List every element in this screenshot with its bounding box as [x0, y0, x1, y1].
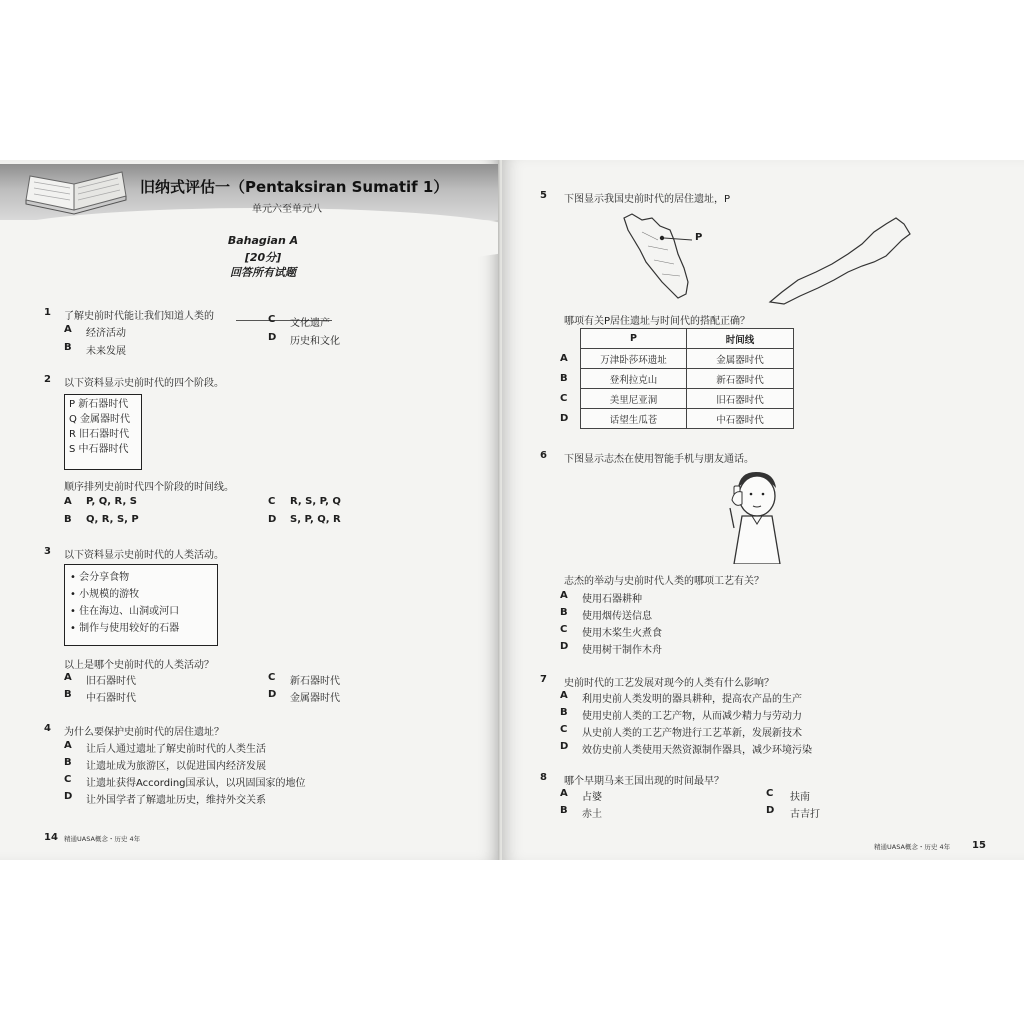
- q5-option-d-letter: D: [560, 413, 569, 424]
- q6-option-b[interactable]: 使用烟传送信息: [582, 611, 652, 622]
- q3-option-c[interactable]: 新石器时代: [290, 676, 340, 687]
- q2-option-c-letter: C: [268, 496, 276, 507]
- q8-option-b-letter: B: [560, 805, 568, 816]
- q6-option-c-letter: C: [560, 624, 568, 635]
- table-cell-site: 登利拉克山: [581, 369, 687, 389]
- q2-option-a[interactable]: P, Q, R, S: [86, 496, 137, 507]
- left-page-number: 14: [44, 832, 58, 843]
- q3-option-a-letter: A: [64, 672, 72, 683]
- q5-number: 5: [540, 190, 547, 201]
- q8-option-d[interactable]: 古吉打: [790, 809, 820, 820]
- q7-option-b-letter: B: [560, 707, 568, 718]
- q2-text: 以下资料显示史前时代的四个阶段。: [64, 378, 224, 389]
- table-cell-site: 美里尼亚洞: [581, 389, 687, 409]
- q5-option-a-letter: A: [560, 353, 568, 364]
- book-spread: [0, 160, 1024, 860]
- q3-activity-box: [64, 564, 218, 646]
- table-row[interactable]: [581, 369, 794, 389]
- q8-text: 哪个早期马来王国出现的时间最早？: [564, 776, 724, 787]
- q6-text: 下图显示志杰在使用智能手机与朋友通话。: [564, 454, 754, 465]
- q6-number: 6: [540, 450, 547, 461]
- q7-option-a-letter: A: [560, 690, 568, 701]
- q8-number: 8: [540, 772, 547, 783]
- q1-option-c[interactable]: 文化遗产: [290, 318, 330, 329]
- q7-number: 7: [540, 674, 547, 685]
- q8-option-c-letter: C: [766, 788, 774, 799]
- q7-option-a[interactable]: 利用史前人类发明的器具耕种，提高农产品的生产: [582, 694, 802, 705]
- q4-option-b[interactable]: 让遗址成为旅游区，以促进国内经济发展: [86, 761, 266, 772]
- q5-prompt: 哪项有关P居住遗址与时间代的搭配正确？: [564, 316, 751, 327]
- left-page: [0, 160, 500, 860]
- right-page: [502, 160, 1024, 860]
- q1-option-b-letter: B: [64, 342, 72, 353]
- q7-text: 史前时代的工艺发展对现今的人类有什么影响？: [564, 678, 774, 689]
- q4-option-d[interactable]: 让外国学者了解遗址历史，维持外交关系: [86, 795, 266, 806]
- q1-text: 了解史前时代能让我们知道人类的: [64, 311, 214, 322]
- q2-option-d-letter: D: [268, 514, 277, 525]
- q1-option-a[interactable]: 经济活动: [86, 328, 126, 339]
- q3-box-line: • 住在海边、山洞或河口: [70, 606, 180, 617]
- q7-option-c-letter: C: [560, 724, 568, 735]
- q4-text: 为什么要保护史前时代的居住遗址？: [64, 727, 224, 738]
- q3-number: 3: [44, 546, 51, 557]
- q8-option-b[interactable]: 赤土: [582, 809, 602, 820]
- table-row[interactable]: [581, 349, 794, 369]
- section-banner: [0, 164, 500, 220]
- q8-option-a[interactable]: 占婆: [582, 792, 602, 803]
- q1-option-b[interactable]: 未来发展: [86, 346, 126, 357]
- table-cell-time: 金属器时代: [687, 349, 794, 369]
- right-footer-book: 精通UASA概念・历史 4年: [874, 843, 951, 851]
- q5-marker-p: P: [695, 232, 703, 243]
- q2-prompt: 顺序排列史前时代四个阶段的时间线。: [64, 482, 234, 493]
- boy-with-phone-illustration: [724, 468, 788, 564]
- section-marks: [20分]: [244, 251, 282, 264]
- table-row[interactable]: [581, 409, 794, 429]
- q6-option-a-letter: A: [560, 590, 568, 601]
- right-page-number: 15: [972, 840, 986, 851]
- q7-option-d[interactable]: 效仿史前人类使用天然资源制作器具，减少环境污染: [582, 745, 812, 756]
- q6-option-b-letter: B: [560, 607, 568, 618]
- q3-prompt: 以上是哪个史前时代的人类活动？: [64, 660, 214, 671]
- q4-option-c-letter: C: [64, 774, 72, 785]
- table-row[interactable]: [581, 389, 794, 409]
- q8-option-c[interactable]: 扶南: [790, 792, 810, 803]
- q6-option-d[interactable]: 使用树干制作木舟: [582, 645, 662, 656]
- table-cell-time: 中石器时代: [687, 409, 794, 429]
- q3-box-line: • 会分享食物: [70, 572, 130, 583]
- q5-option-c-letter: C: [560, 393, 568, 404]
- q3-text: 以下资料显示史前时代的人类活动。: [64, 550, 224, 561]
- q2-option-b[interactable]: Q, R, S, P: [86, 514, 139, 525]
- q3-option-b[interactable]: 中石器时代: [86, 693, 136, 704]
- q8-option-a-letter: A: [560, 788, 568, 799]
- q1-option-c-letter: C: [268, 314, 276, 325]
- q2-option-b-letter: B: [64, 514, 72, 525]
- q4-number: 4: [44, 723, 51, 734]
- q4-option-c[interactable]: 让遗址获得According国承认，以巩固国家的地位: [86, 778, 306, 789]
- q2-box-line: S 中石器时代: [69, 444, 129, 455]
- table-cell-time: 旧石器时代: [687, 389, 794, 409]
- q3-option-d[interactable]: 金属器时代: [290, 693, 340, 704]
- table-cell-site: 万津卧莎环遗址: [581, 349, 687, 369]
- q2-box-line: R 旧石器时代: [69, 429, 130, 440]
- q3-option-b-letter: B: [64, 689, 72, 700]
- q2-box-line: Q 金属器时代: [69, 414, 131, 425]
- q2-box-line: P 新石器时代: [69, 399, 129, 410]
- table-cell-site: 话望生瓜苍: [581, 409, 687, 429]
- q4-option-a-letter: A: [64, 740, 72, 751]
- q6-option-a[interactable]: 使用石器耕种: [582, 594, 642, 605]
- open-book-icon: [22, 170, 132, 216]
- table-header-p: P: [581, 329, 687, 349]
- q1-option-a-letter: A: [64, 324, 72, 335]
- q4-option-d-letter: D: [64, 791, 73, 802]
- q7-option-b[interactable]: 使用史前人类的工艺产物，从而减少精力与劳动力: [582, 711, 802, 722]
- banner-title: 旧纳式评估一（Pentaksiran Sumatif 1）: [140, 178, 449, 196]
- q6-option-d-letter: D: [560, 641, 569, 652]
- q2-option-d[interactable]: S, P, Q, R: [290, 514, 341, 525]
- q3-option-a[interactable]: 旧石器时代: [86, 676, 136, 687]
- q2-number: 2: [44, 374, 51, 385]
- q3-box-line: • 小规模的游牧: [70, 589, 140, 600]
- q6-prompt: 志杰的举动与史前时代人类的哪项工艺有关？: [564, 576, 764, 587]
- section-instruction: 回答所有试题: [230, 266, 296, 279]
- table-header-time: 时间线: [687, 329, 794, 349]
- table-cell-time: 新石器时代: [687, 369, 794, 389]
- q4-option-b-letter: B: [64, 757, 72, 768]
- q2-option-a-letter: A: [64, 496, 72, 507]
- left-footer-book: 精通UASA概念・历史 4年: [64, 835, 141, 843]
- section-name: Bahagian A: [227, 234, 299, 247]
- q1-option-d-letter: D: [268, 332, 277, 343]
- q3-box-line: • 制作与使用较好的石器: [70, 623, 180, 634]
- q3-option-c-letter: C: [268, 672, 276, 683]
- banner-subtitle: 单元六至单元八: [252, 204, 322, 215]
- q5-site-table: [580, 328, 794, 429]
- q1-option-d[interactable]: 历史和文化: [290, 336, 340, 347]
- q1-number: 1: [44, 307, 51, 318]
- q5-text: 下图显示我国史前时代的居住遗址，P: [564, 194, 731, 205]
- table-header-row: [581, 329, 794, 349]
- malaysia-map-icon: [612, 210, 912, 310]
- q4-option-a[interactable]: 让后人通过遗址了解史前时代的人类生活: [86, 744, 266, 755]
- q3-option-d-letter: D: [268, 689, 277, 700]
- q8-option-d-letter: D: [766, 805, 775, 816]
- q2-stage-box: [64, 394, 142, 470]
- q6-option-c[interactable]: 使用木桨生火煮食: [582, 628, 662, 639]
- q2-option-c[interactable]: R, S, P, Q: [290, 496, 341, 507]
- q5-option-b-letter: B: [560, 373, 568, 384]
- q7-option-d-letter: D: [560, 741, 569, 752]
- q7-option-c[interactable]: 从史前人类的工艺产物进行工艺革新，发展新技术: [582, 728, 802, 739]
